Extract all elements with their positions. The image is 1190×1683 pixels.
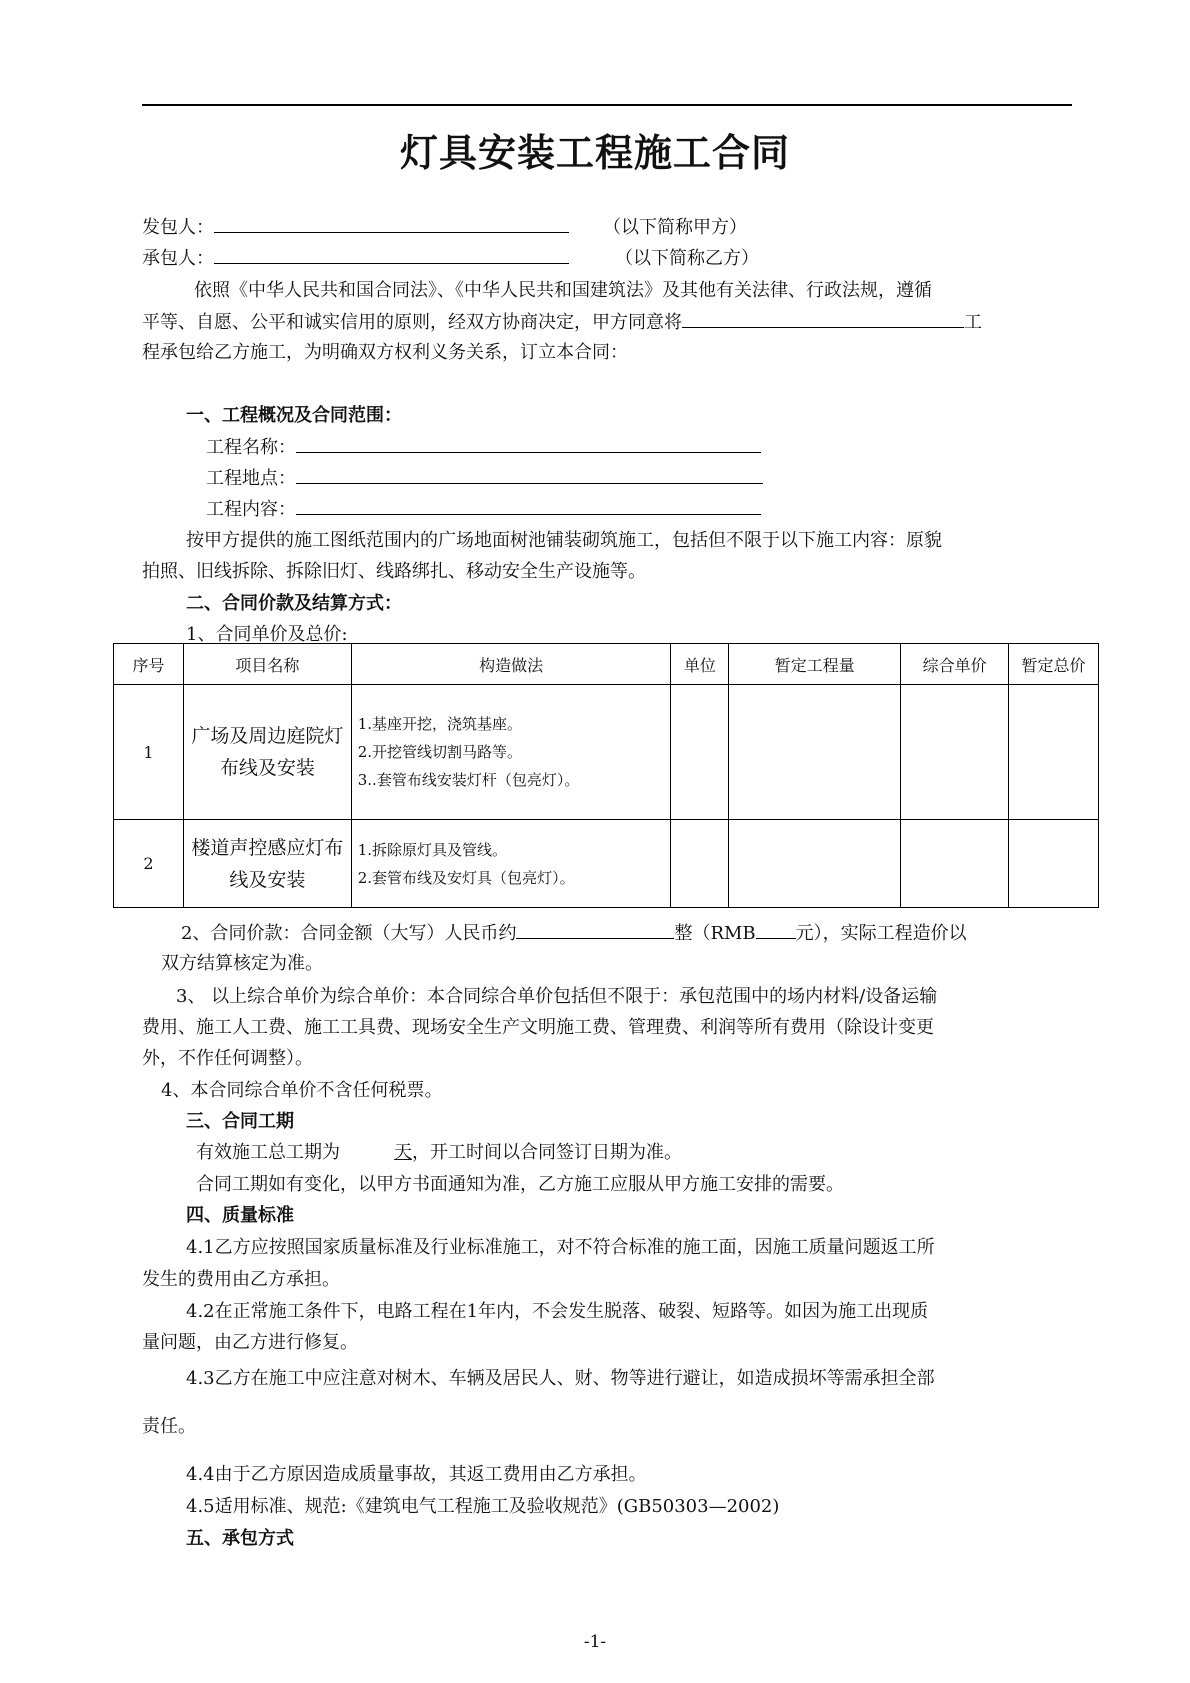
project-name-label: 工程名称： (206, 437, 296, 458)
row-2-unit (671, 820, 729, 908)
table-header-row (114, 644, 1099, 685)
row-1-unit (671, 685, 729, 820)
quality-4-3-a: 4.3乙方在施工中应注意对树木、车辆及居民人、财、物等进行避让，如造成损坏等需承担全部 (186, 1368, 935, 1389)
unit-price-line-1: 3、 以上综合单价为综合单价：本合同综合单价包括但不限于：承包范围中的场内材料/设备运输 (176, 986, 938, 1007)
row-1-method-3: 3..套管布线安装灯杆（包亮灯）。 (357, 771, 580, 789)
row-2-name: 楼道声控感应灯布线及安装 (183, 820, 351, 908)
duration-line (196, 1138, 682, 1168)
row-1-method (351, 685, 671, 820)
row-2-unit-price (901, 820, 1009, 908)
col-header-quantity: 暂定工程量 (729, 644, 901, 685)
row-1-unit-price (901, 685, 1009, 820)
section-5-title: 五、承包方式 (186, 1528, 294, 1549)
row-1-method-2: 2.开挖管线切割马路等。 (357, 743, 523, 761)
table-row (114, 685, 1099, 820)
project-place-blank[interactable] (296, 463, 763, 484)
project-content-line (206, 494, 761, 525)
amount-rmb-blank[interactable] (756, 918, 796, 939)
page-number: -1- (583, 1632, 607, 1652)
quality-4-4: 4.4由于乙方原因造成质量事故，其返工费用由乙方承担。 (186, 1464, 647, 1485)
amount-words-blank[interactable] (516, 918, 674, 939)
project-place-label: 工程地点： (206, 468, 296, 489)
party-b-label: 承包人： (142, 248, 214, 269)
party-a-blank[interactable] (214, 212, 569, 233)
section-1-title: 一、工程概况及合同范围： (186, 405, 402, 426)
price-text-b: 整（RMB (674, 923, 756, 944)
project-blank[interactable] (682, 307, 964, 328)
quality-4-2-a: 4.2在正常施工条件下，电路工程在1年内，不会发生脱落、破裂、短路等。如因为施工出现质 (186, 1301, 929, 1322)
quality-4-3-b: 责任。 (142, 1416, 196, 1437)
quality-4-2-b: 量问题，由乙方进行修复。 (142, 1332, 358, 1353)
intro-line-3: 程承包给乙方施工，为明确双方权利义务关系，订立本合同： (142, 342, 628, 363)
row-2-method (351, 820, 671, 908)
party-a-note: （以下简称甲方） (603, 217, 747, 238)
col-header-method: 构造做法 (351, 644, 671, 685)
price-table (113, 643, 1099, 908)
row-1-name: 广场及周边庭院灯布线及安装 (183, 685, 351, 820)
col-header-no: 序号 (114, 644, 184, 685)
project-content-label: 工程内容： (206, 499, 296, 520)
scope-line-2: 拍照、旧线拆除、拆除旧灯、线路绑扎、移动安全生产设施等。 (142, 561, 646, 582)
section-3-title: 三、合同工期 (186, 1111, 294, 1132)
section-2-sub-1: 1、合同单价及总价: (186, 624, 348, 645)
duration-text-b: ，开工时间以合同签订日期为准。 (412, 1142, 682, 1163)
tax-line: 4、本合同综合单价不含任何税票。 (161, 1080, 443, 1101)
party-b-line (142, 243, 759, 274)
duration-days[interactable]: 天 (394, 1142, 412, 1163)
row-2-total (1009, 820, 1099, 908)
table-row (114, 820, 1099, 908)
intro-2a: 平等、自愿、公平和诚实信用的原则，经双方协商决定，甲方同意将 (142, 312, 682, 333)
price-line-2: 双方结算核定为准。 (161, 953, 323, 974)
col-header-item: 项目名称 (183, 644, 351, 685)
project-name-blank[interactable] (296, 432, 761, 453)
unit-price-line-3: 外，不作任何调整）。 (142, 1048, 313, 1069)
scope-line-1: 按甲方提供的施工图纸范围内的广场地面树池铺装砌筑施工，包括但不限于以下施工内容：原貌 (186, 530, 942, 551)
document-title: 灯具安装工程施工合同 (399, 131, 790, 175)
col-header-unit-price: 综合单价 (901, 644, 1009, 685)
intro-line-1: 依照《中华人民共和国合同法》、《中华人民共和国建筑法》及其他有关法律、行政法规，遵循 (194, 280, 932, 301)
unit-price-line-2: 费用、施工人工费、施工工具费、现场安全生产文明施工费、管理费、利润等所有费用（除设计变更 (142, 1017, 934, 1038)
row-1-no: 1 (114, 685, 184, 820)
duration-text-a: 有效施工总工期为 (196, 1142, 340, 1163)
row-1-total (1009, 685, 1099, 820)
price-text-c: 元），实际工程造价以 (795, 923, 967, 944)
party-b-note: （以下简称乙方） (615, 248, 759, 269)
row-1-method-1: 1.基座开挖，浇筑基座。 (357, 715, 523, 733)
row-2-method-1: 1.拆除原灯具及管线。 (357, 840, 508, 859)
row-1-quantity (729, 685, 901, 820)
price-line (181, 918, 967, 949)
intro-2b: 工 (964, 312, 982, 333)
quality-4-1-b: 发生的费用由乙方承担。 (142, 1269, 340, 1290)
party-a-label: 发包人： (142, 217, 214, 238)
project-content-blank[interactable] (296, 494, 761, 515)
intro-line-2 (142, 307, 982, 338)
section-4-title: 四、质量标准 (186, 1205, 294, 1226)
project-name-line (206, 432, 761, 463)
col-header-total: 暂定总价 (1009, 644, 1099, 685)
row-2-quantity (729, 820, 901, 908)
price-text-a: 2、合同价款：合同金额（大写）人民币约 (181, 923, 517, 944)
quality-4-1-a: 4.1乙方应按照国家质量标准及行业标准施工，对不符合标准的施工面，因施工质量问题返工所 (186, 1237, 935, 1258)
row-2-method-2: 2.套管布线及安灯具（包亮灯）。 (357, 868, 575, 887)
row-2-no: 2 (114, 820, 184, 908)
party-a-line (142, 212, 747, 243)
col-header-unit: 单位 (671, 644, 729, 685)
top-rule (142, 104, 1072, 106)
project-place-line (206, 463, 763, 494)
duration-change-line: 合同工期如有变化，以甲方书面通知为准，乙方施工应服从甲方施工安排的需要。 (196, 1174, 844, 1195)
quality-4-5: 4.5适用标准、规范:《建筑电气工程施工及验收规范》(GB50303—2002) (186, 1496, 780, 1517)
party-b-blank[interactable] (214, 243, 569, 264)
section-2-title: 二、合同价款及结算方式： (186, 593, 402, 614)
